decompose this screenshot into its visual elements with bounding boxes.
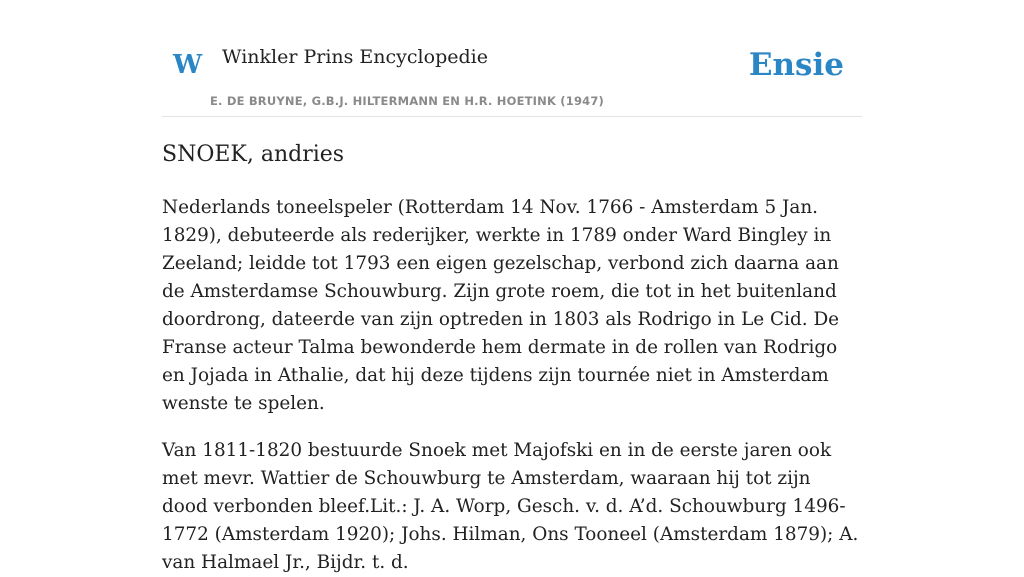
article-paragraph: Nederlands toneelspeler (Rotterdam 14 Nov. 1766 - Amsterdam 5 Jan. 1829), debuteerde als rederijker, werkte in 1789 onder Ward Bingley in Zeeland; leidde tot 1793 een eigen gezelschap, verbond zich daarna aan de Amsterdamse Schouwburg. Zijn grote roem, die tot in het buitenland doordrong, dateerde van zijn optreden in 1803 als Rodrigo in Le Cid. De Franse acteur Talma bewonderde hem dermate in de rollen van Rodrigo en Jojada in Athalie, dat hij deze tijdens zijn tournée niet in Amsterdam wenste te spelen. [162,197,840,414]
publication-title[interactable]: Winkler Prins Encyclopedie [222,46,488,68]
article-headword: SNOEK, andries [162,142,345,167]
publication-authors: E. DE BRUYNE, G.B.J. HILTERMANN EN H.R. HOETINK (1947) [210,94,605,108]
ensie-logo-link[interactable]: Ensie [748,47,844,83]
publication-header [162,0,862,117]
article-paragraph: Van 1811-1820 bestuurde Snoek met Majofski en in de eerste jaren ook met mevr. Wattier de Schouwburg te Amsterdam, waaraan hij tot zijn dood verbonden bleef.Lit.: J. A. Worp, Gesch. v. d. A’d. Schouwburg 1496-1772 (Amsterdam 1920); Johs. Hilman, Ons Tooneel (Amsterdam 1879); A. van Halmael Jr., Bijdr. t. d. [162,440,859,573]
publication-logo[interactable]: W [173,50,203,80]
article-body [162,140,862,577]
